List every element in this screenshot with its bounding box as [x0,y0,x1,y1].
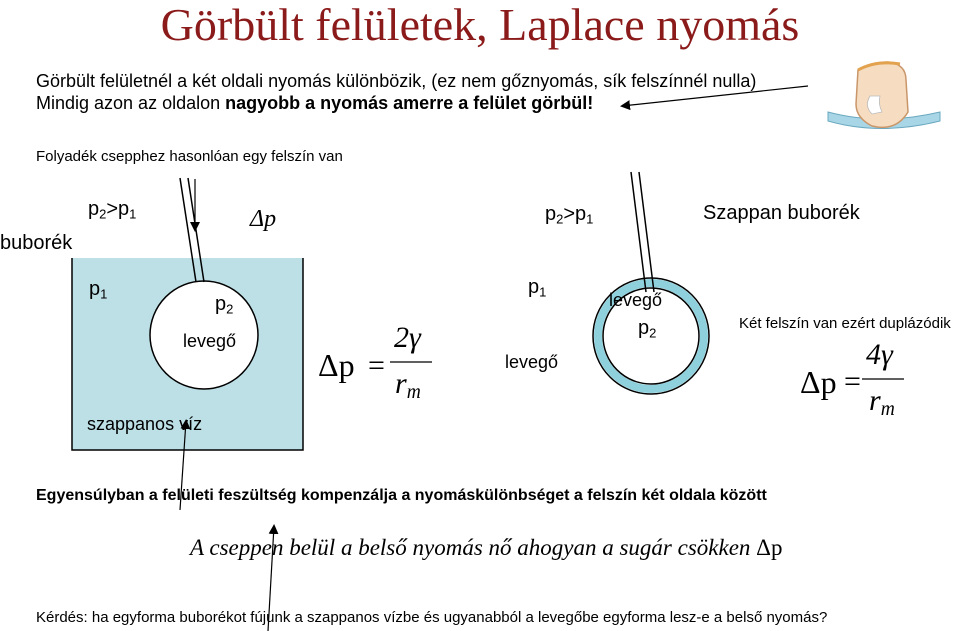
p2-label-right: $p_2$ [638,317,657,341]
air-label-left: levegő [183,331,237,351]
formula-right-lhs: Δp [800,364,837,400]
liquid-label: szappanos víz [87,414,203,434]
bubble-side-label: buborék [0,232,73,254]
corner-illustration [828,62,940,129]
formula-left-lhs: Δp [318,347,355,383]
pressure-relation-left: $p_2>p_1$ [88,198,137,222]
page-title: Görbült felületek, Laplace nyomás [160,0,800,50]
intro-line-1: Görbült felületnél a két oldali nyomás különbözik, (ez nem gőznyomás, sík felszínnél nulla) [36,71,757,91]
p1-label-left: $p_1$ [89,278,108,302]
formula-left-denominator: $r_m$ [395,367,421,403]
intro-line-3: Folyadék csepphez hasonlóan egy felszín van [36,148,343,165]
bubble-tube [631,172,646,292]
soap-bubble [593,172,709,394]
intro-line-2-bold: nagyobb a nyomás amerre a felület görbül! [225,93,594,113]
formula-left-equals: = [368,349,385,382]
p1-label-right: $p_1$ [528,276,547,300]
formula-left-numerator: 2γ [394,321,421,354]
equilibrium-text: Egyensúlyban a felületi feszültség kompenzálja a nyomáskülönbséget a felszín két oldala között [36,487,767,504]
pressure-relation-right: $p_2>p_1$ [545,203,594,227]
conclusion-text: A cseppen belül a belső nyomás nő ahogyan a sugár csökken Δp [190,535,783,560]
formula-right-equals: = [844,365,861,398]
inner-air-label: levegő [609,290,663,310]
intro-line-2-prefix: Mindig azon az oldalon [36,93,226,113]
formula-right-numerator: 4γ [866,338,893,371]
question-text: Kérdés: ha egyforma buborékot fújunk a szappanos vízbe és ugyanabból a levegőbe egyforma lesz-e a belső nyomás? [36,609,828,626]
formula-right-denominator: $r_m$ [869,384,895,420]
exclamation-pointer [622,86,808,106]
outer-air-label: levegő [505,352,559,372]
soap-bubble-heading: Szappan buborék [703,202,860,224]
p2-label-left: $p_2$ [215,293,234,317]
doubling-note: Két felszín van ezért duplázódik [739,315,951,332]
conclusion-symbol: Δp [756,535,783,560]
delta-p-label: Δp [250,206,277,232]
